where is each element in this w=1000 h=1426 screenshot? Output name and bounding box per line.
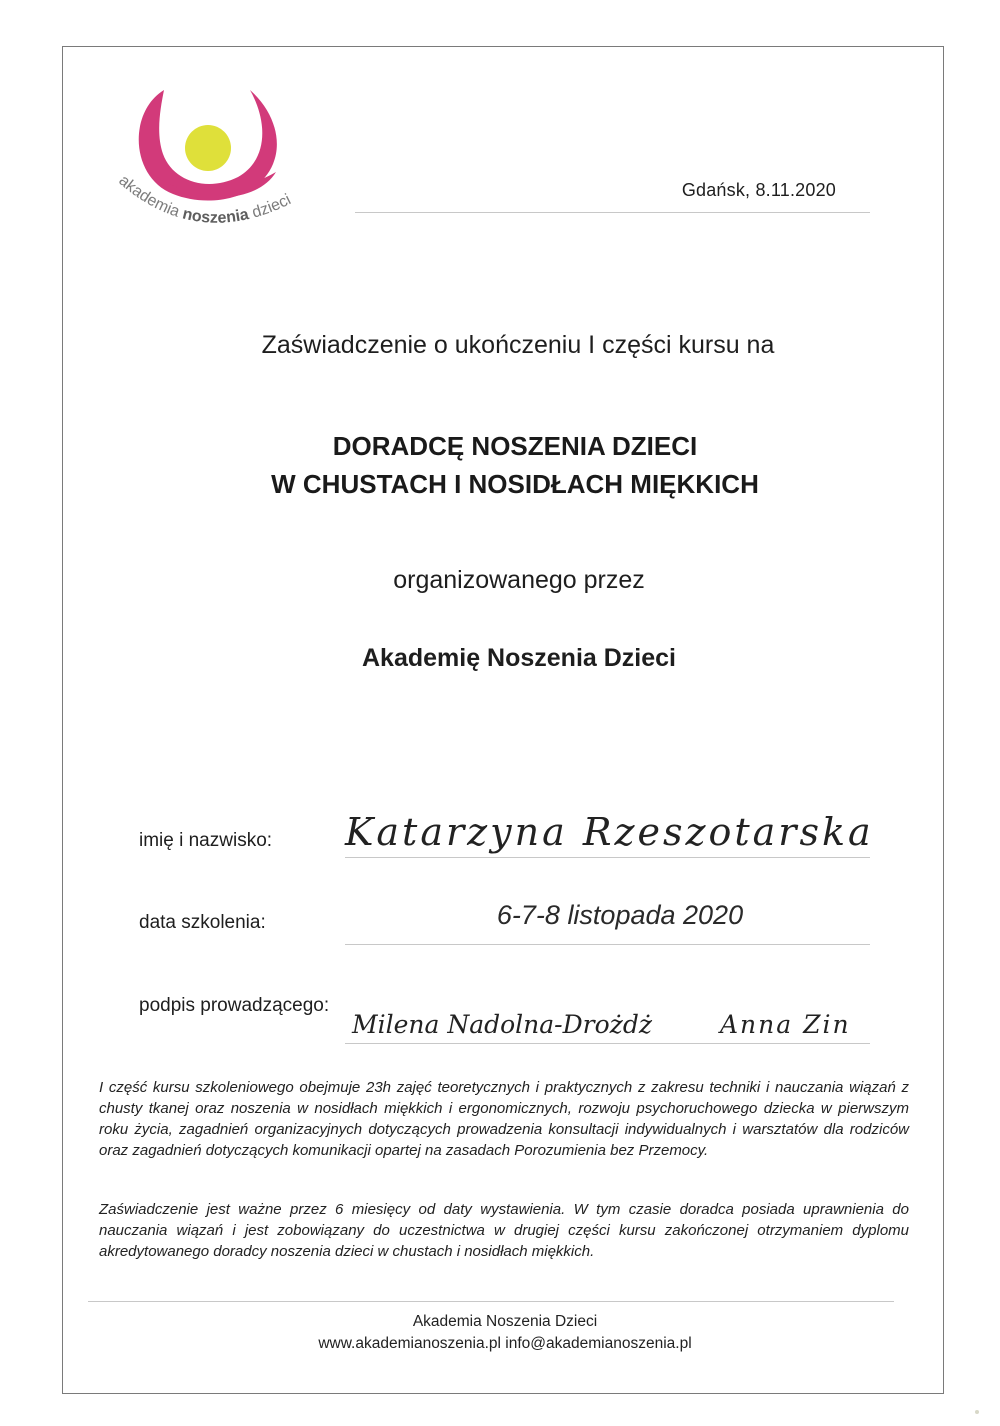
akademia-logo (108, 82, 328, 257)
logo-sun-shape (185, 125, 231, 171)
scan-speck (975, 1410, 979, 1414)
signature-label: podpis prowadzącego: (139, 995, 330, 1016)
certificate-intro: Zaświadczenie o ukończeniu I części kursu na (261, 331, 775, 359)
organizer-name: Akademię Noszenia Dzieci (361, 644, 676, 672)
signature-1: Milena Nadolna-Drożdż (352, 1010, 653, 1039)
course-title-line-2: W CHUSTACH I NOSIDŁACH MIĘKKICH (271, 469, 759, 499)
training-date-value: 6-7-8 listopada 2020 (496, 900, 744, 930)
validity-note: Zaświadczenie jest ważne przez 6 miesięcy od daty wystawienia. W tym czasie doradca posiada uprawnienia do nauczania wiązań i jest zobowiązany do uczestnictwa w drugiej części kursu zakończonej otrzymaniem dyplomu akredytowanego doradcy noszenia dzieci w chustach i nosidłach miękkich. (99, 1201, 909, 1260)
name-label: imię i nazwisko: (139, 830, 273, 851)
footer-website-link[interactable]: www.akademianoszenia.pl (318, 1335, 501, 1352)
name-handwritten: Katarzyna Rzeszotarska (345, 810, 874, 854)
date-divider (355, 212, 870, 213)
footer-contact (0, 1335, 1000, 1353)
footer-divider (88, 1301, 894, 1302)
training-date-line (345, 944, 870, 945)
organized-by-label: organizowanego przez (393, 566, 645, 594)
place-date: Gdańsk, 8.11.2020 (681, 180, 836, 200)
course-title-line-1: DORADCĘ NOSZENIA DZIECI (332, 431, 698, 461)
footer-email-link[interactable]: info@akademianoszenia.pl (505, 1335, 692, 1352)
signature-2: Anna Zin (720, 1010, 851, 1039)
baby-carrying-arc-logo-icon (108, 82, 328, 257)
signature-line (345, 1043, 870, 1044)
course-title (0, 427, 1000, 503)
footer-org: Akademia Noszenia Dzieci (412, 1313, 598, 1330)
training-date-label: data szkolenia: (139, 912, 266, 933)
course-description-note: I część kursu szkoleniowego obejmuje 23h zajęć teoretycznych i praktycznych z zakresu techniki i nauczania wiązań z chusty tkanej oraz noszenia w nosidłach miękkich i ergonomicznych, rozwoju psychoruchowego dziecka w pierwszym roku życia, zagadnień organizacyjnych dotyczących prowadzenia konsultacji indywidualnych i warsztatów dla rodziców oraz zagadnień dotyczących komunikacji opartej na zasadach Porozumienia bez Przemocy. (99, 1079, 909, 1159)
name-line (345, 857, 870, 858)
logo-text: akademia noszenia dzieci (115, 172, 294, 227)
